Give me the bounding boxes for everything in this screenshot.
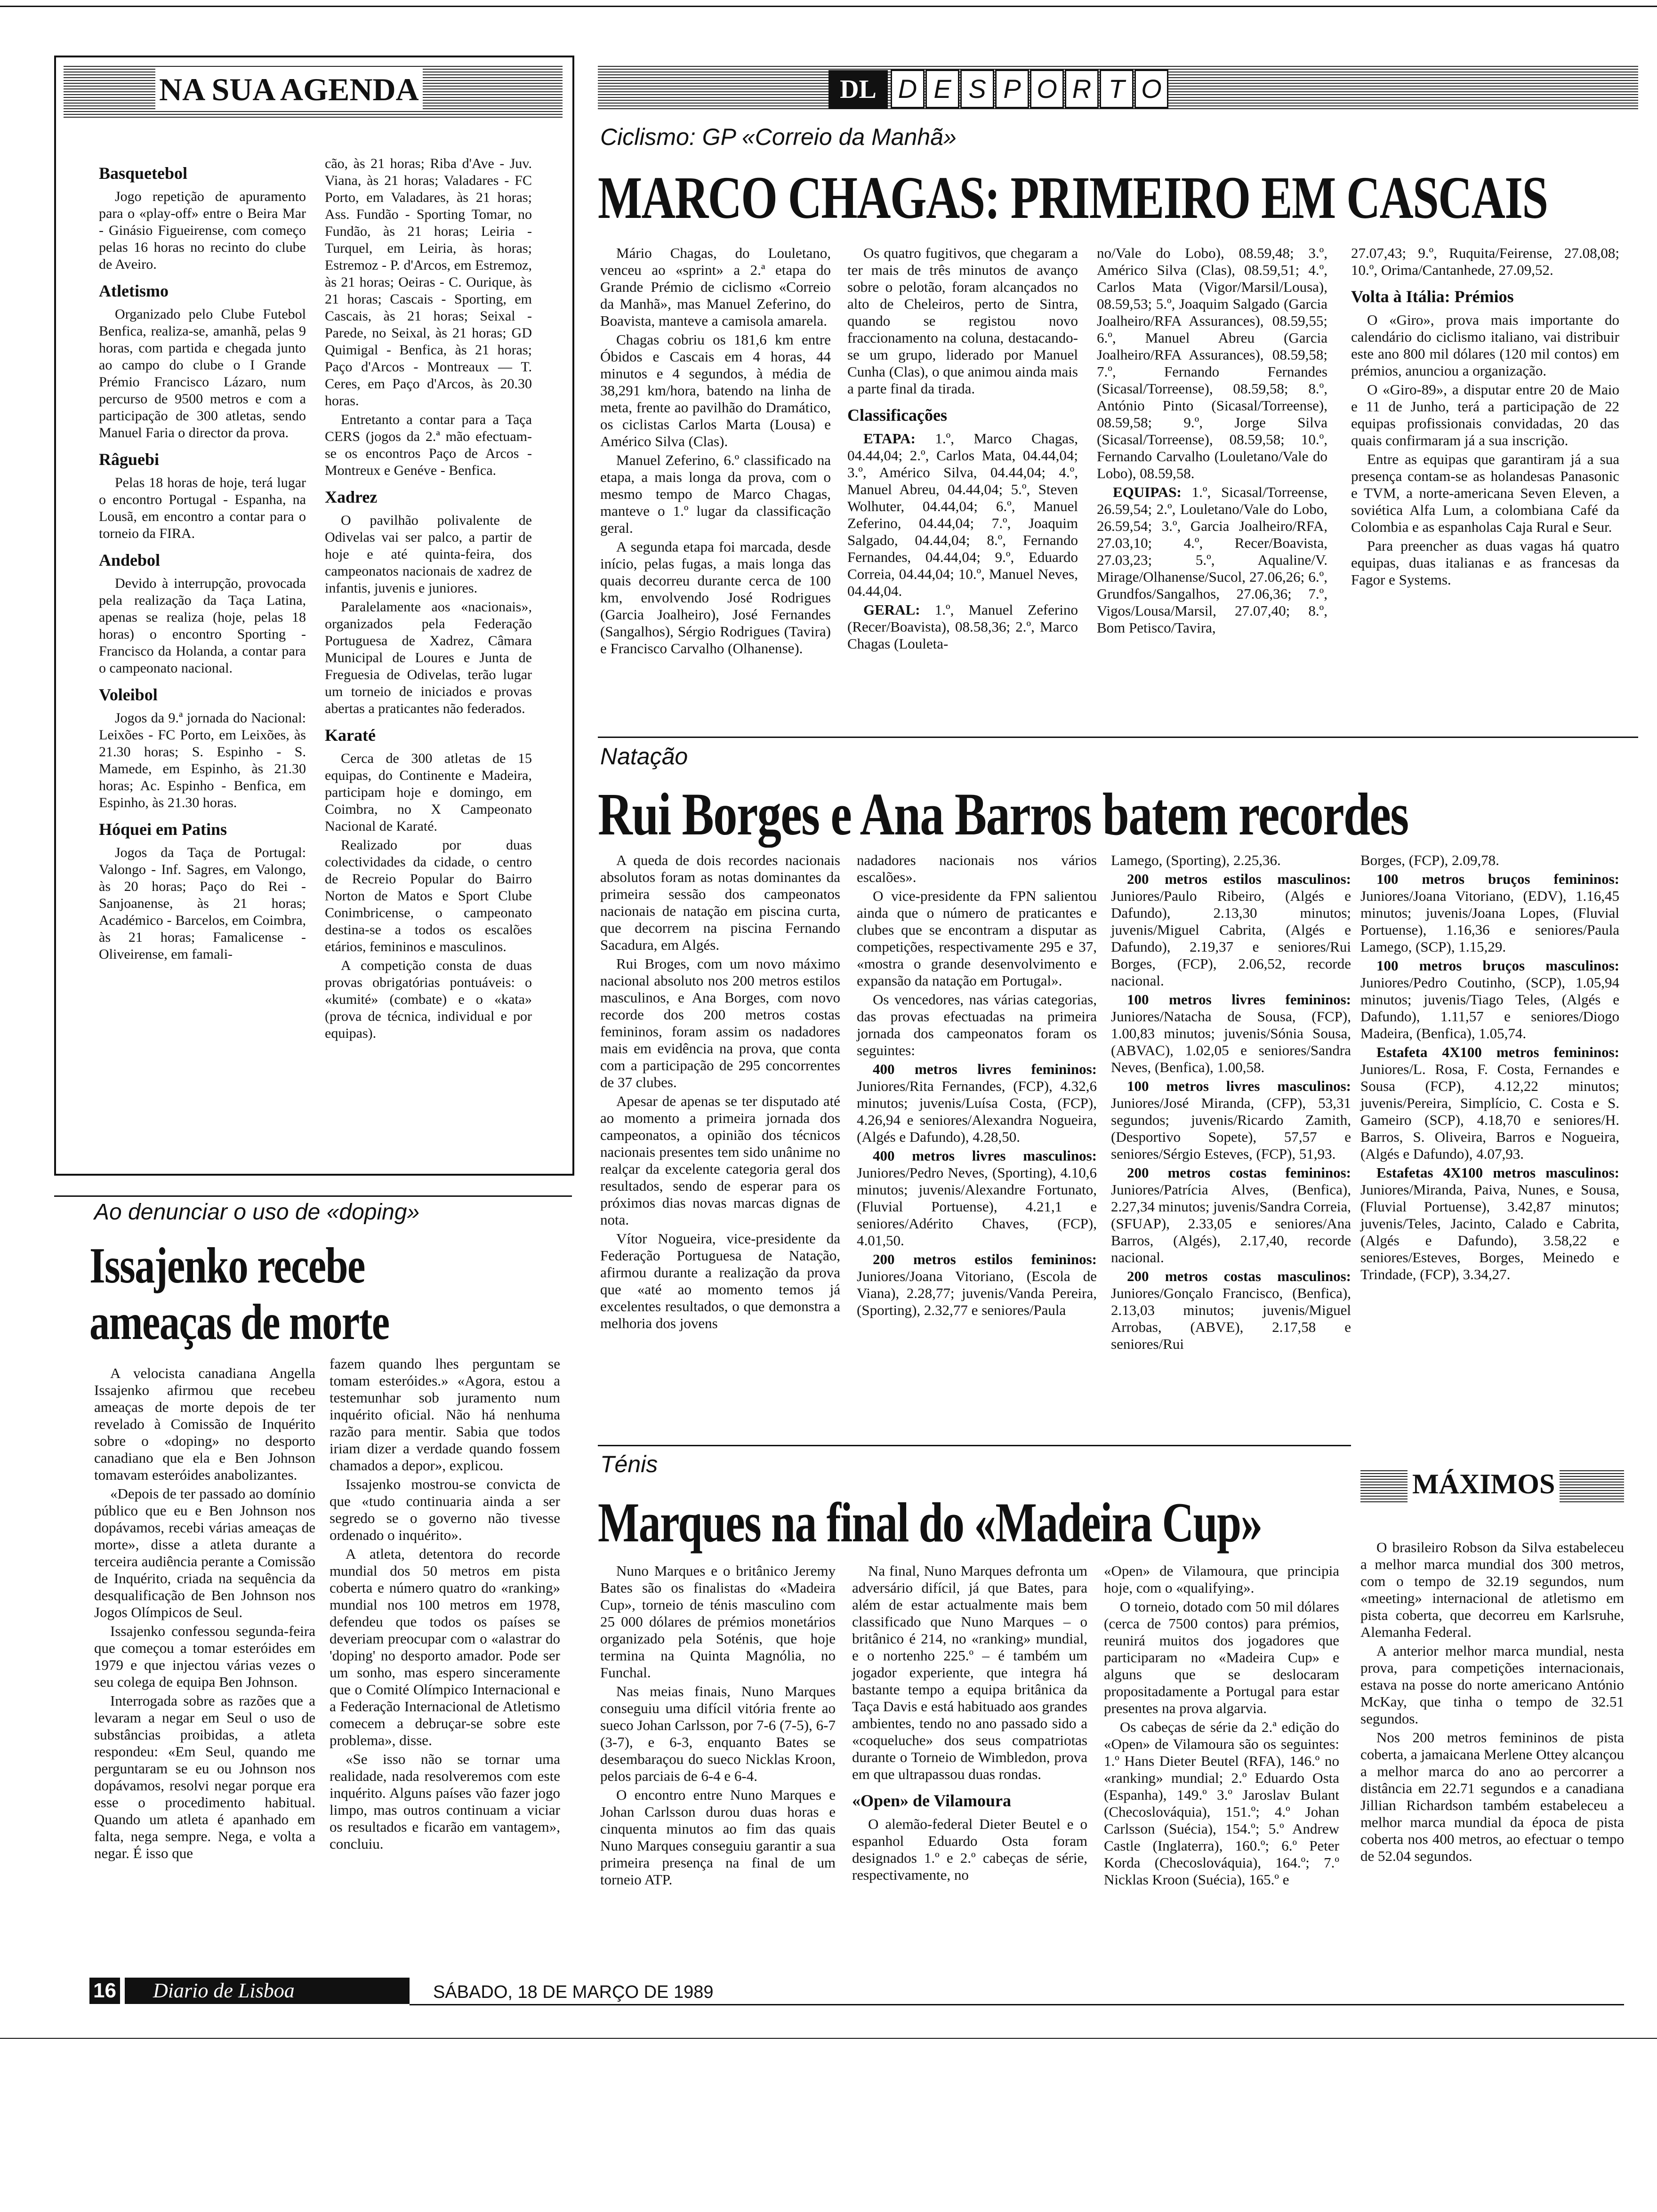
team-results: EQUIPAS: 1.º, Sicasal/Torreense, 26.59,54; 2.º, Louletano/Vale do Lobo, 26.59,54; 3.º, Garcia Joalheiro/RFA, 27.03,10; 4.º, Recer/Boavista, 27.03,23; 5.º, Aqualine/V. Mirage/Olhanense/Sucol, 27.06,26; 6.º, Grundfos/Sangalhos, 27.06,36; 7.º, Vigos/Lousa/Marsil, 27.07,40; 8.º, Bom Petisco/Tavira, — [1097, 484, 1327, 636]
desporto-letter: P — [995, 70, 1029, 108]
tennis-kicker: Ténis — [600, 1451, 658, 1477]
tennis-column-2 — [852, 1563, 1087, 1885]
agenda-column-1 — [99, 155, 306, 965]
maximos-text — [1360, 1539, 1624, 1867]
cycling-column-1 — [600, 245, 831, 659]
paragraph: O «Giro-89», a disputar entre 20 de Maio e 11 de Junho, terá a participação de 22 equipas profissionais convidadas, 20 das quais confirmaram já a sua inscrição. — [1351, 381, 1619, 449]
desporto-letter: E — [925, 70, 959, 108]
paragraph: O pavilhão polivalente de Odivelas vai ser palco, a partir de hoje e até quinta-feira, dos campeonatos nacionais de xadrez de infantis, juvenis e juniores. — [325, 513, 532, 596]
swimming-headline: Rui Borges e Ana Barros batem recordes — [598, 781, 1408, 848]
tennis-headline: Marques na final do «Madeira Cup» — [598, 1491, 1262, 1554]
paragraph: Apesar de apenas se ter disputado até ao momento a primeira jornada dos campeonatos, a opinião dos técnicos nacionais presentes tem sido unânime no realçar da excelente categoria geral dos resultados, sendo de esperar para os próximos dias novas marcas dignas de nota. — [600, 1093, 840, 1228]
agenda-column-2 — [325, 155, 532, 1044]
doping-rule — [54, 1195, 572, 1197]
paragraph: 27.07,43; 9.º, Ruquita/Feirense, 27.08,08; 10.º, Orima/Cantanhede, 27.09,52. — [1351, 245, 1619, 278]
paragraph: Paralelamente aos «nacionais», organizados pela Federação Portuguesa de Xadrez, Câmara Municipal de Loures e Junta de Freguesia de Odivelas, terão lugar um torneio de iniciados e provas abertas a praticantes não federados. — [325, 599, 532, 716]
paragraph: Mário Chagas, do Louletano, venceu ao «sprint» a 2.ª etapa do Grande Prémio de ciclismo «Correio da Manhã», mas Manuel Zeferino, do Boavista, manteve a camisola amarela. — [600, 245, 831, 329]
paragraph: fazem quando lhes perguntam se tomam esteróides.» «Agora, estou a testemunhar sob juramento num inquérito oficial. Não há nenhuma razão para mentir. Sabia que todos iriam dizer a verdade quando fossem chamados a depor», explicou. — [330, 1355, 560, 1474]
paragraph: no/Vale do Lobo), 08.59,48; 3.º, Américo Silva (Clas), 08.59,51; 4.º, Carlos Mata (Vigor/Marsil/Lousa), 08.59,53; 5.º, Joaquim Salgado (Garcia Joalheiro/RFA Assurances), 08.59,55; 6.º, Manuel Abreu (Garcia Joalheiro/RFA Assurances), 08.59,58; 7.º, Fernando Fernandes (Sicasal/Torreense), 08.59,58; 8.º, António Pinto (Sicasal/Torreense), 08.59,58; 9.º, Jorge Silva (Sicasal/Torreense), 08.59,58; 10.º, Fernando Carvalho (Louletano/Vale do Lobo), 08.59,58. — [1097, 245, 1327, 481]
paragraph: O brasileiro Robson da Silva estabeleceu a melhor marca mundial dos 300 metros, com o tempo de 32.19 segundos, num «meeting» internacional de atletismo em pista coberta, que decorreu em Karlsruhe, Alemanha Federal. — [1360, 1539, 1624, 1640]
paragraph: O alemão-federal Dieter Beutel e o espanhol Eduardo Osta foram designados 1.º e 2.º cabeças de série, respectivamente, no — [852, 1816, 1087, 1883]
cycling-headline: MARCO CHAGAS: PRIMEIRO EM CASCAIS — [598, 164, 1548, 231]
cycling-column-4 — [1351, 245, 1619, 590]
paragraph: 100 metros bruços masculinos: Juniores/Pedro Coutinho, (SCP), 1.05,94 minutos; juvenis/Tiago Teles, (Algés e Dafundo), 1.11,57 e seniores/Diogo Madeira, (Benfica), 1.05,74. — [1360, 957, 1619, 1042]
paragraph: Nos 200 metros femininos de pista coberta, a jamaicana Merlene Ottey alcançou a melhor marca do ano ao percorrer a distância em 22.71 segundos e a canadiana Jillian Richardson também estabeleceu a melhor marca mundial da época de pista coberta nos 400 metros, ao efectuar o tempo de 52.04 segundos. — [1360, 1729, 1624, 1864]
desporto-letter: O — [1030, 70, 1064, 108]
desporto-letters — [891, 74, 1169, 104]
paragraph: Devido à interrupção, provocada pela realização da Taça Latina, apenas se realiza (hoje, pelas 18 horas) o encontro Sporting - Francisco da Holanda, a contar para o campeonato nacional. — [99, 576, 306, 676]
paragraph: 100 metros livres masculinos: Juniores/José Miranda, (CFP), 53,31 segundos; juvenis/Ricardo Zamith, (Desportivo Sopete), 57,57 e seniores/Sérgio Esteves, (FCP), 51,93. — [1111, 1078, 1351, 1162]
paragraph: 100 metros livres femininos: Juniores/Natacha de Sousa, (FCP), 1.00,83 minutos; juvenis/Sónia Sousa, (ABVAC), 1.02,05 e seniores/Sandra Neves, (Benfica), 1.00,58. — [1111, 991, 1351, 1075]
paragraph: Estafetas 4X100 metros masculinos: Juniores/Miranda, Paiva, Nunes, e Sousa, (Fluvial Portuense), 3.42,87 minutos; juvenis/Teles, Jacinto, Calado e Cabrita, (Algés e Dafundo), 3.58,22 e seniores/Esteves, Borges, Meinedo e Trindade, (FCP), 3.34,27. — [1360, 1164, 1619, 1282]
paragraph: 400 metros livres femininos: Juniores/Rita Fernandes, (FCP), 4.32,6 minutos; juvenis/Luísa Costa, (FCP), 4.26,94 e seniores/Alexandra Nogueira, (Algés e Dafundo), 4.28,50. — [857, 1061, 1097, 1145]
agenda-section-heading: Basquetebol — [99, 164, 188, 183]
tennis-column-1 — [600, 1563, 836, 1890]
paragraph: Jogos da 9.ª jornada do Nacional: Leixões - FC Porto, em Leixões, às 21.30 horas; S. Espinho - S. Mamede, em Espinho, às 21.30 horas; Ac. Espinho - Benfica, em Espinho, às 21.30 horas. — [99, 710, 306, 810]
agenda-section-heading: Xadrez — [325, 488, 378, 506]
paragraph: cão, às 21 horas; Riba d'Ave - Juv. Viana, às 21 horas; Valadares - FC Porto, em Valadares, às 21 horas; Ass. Fundão - Sporting Tomar, no Fundão, às 21 horas; Leiria - Turquel, em Leiria, às horas; Estremoz - P. d'Arcos, em Estremoz, às 21 horas; Oeiras - C. Ourique, às 21 horas; Cascais - Sporting, em Cascais, às 21 horas; Seixal - Parede, no Seixal, às 21 horas; GD Quimigal - Benfica, às 21 horas; Paço d'Arcos - Montreaux — T. Ceres, em Paço d'Arcos, às 20.30 horas. — [325, 156, 532, 409]
paragraph: Entre as equipas que garantiram já a sua presença contam-se as holandesas Panasonic e TVM, a norte-americana Seven Eleven, a soviética Alfa Lum, a colombiana Café da Colombia e as espanholas Caja Rural e Seur. — [1351, 451, 1619, 535]
agenda-title: NA SUA AGENDA — [155, 68, 423, 111]
doping-column-1 — [94, 1365, 315, 1864]
maximos-title: MÁXIMOS — [1408, 1463, 1560, 1505]
paragraph: Os vencedores, nas várias categorias, das provas efectuadas na primeira jornada dos campeonatos foram os seguintes: — [857, 991, 1097, 1058]
paragraph: Interrogada sobre as razões que a levaram a negar em Seul o uso de substâncias proibidas, a atleta respondeu: «Em Seul, quando me perguntaram se eu ou Johnson nos dopávamos, resolvi negar porque era esse o procedimento habitual. Quando um atleta é apanhado em falta, nega sempre. Nega, e volta a negar. É isso que — [94, 1692, 315, 1861]
paragraph: Nas meias finais, Nuno Marques conseguiu uma difícil vitória frente ao sueco Johan Carlsson, por 7-6 (7-5), 6-7 (3-7), e 6-3, enquanto Bates se desembaraçou do sueco Nicklas Kroon, pelos parciais de 6-4 e 6-4. — [600, 1683, 836, 1784]
desporto-letter: S — [960, 70, 994, 108]
tennis-rule — [598, 1445, 1351, 1446]
paragraph: «Depois de ter passado ao domínio público que eu e Ben Johnson nos dopávamos, recebi várias ameaças de morte», disse a atleta durante a terceira audiência perante a Comissão de Inquérito, criada na sequência da desqualificação de Ben Johnson nos Jogos Olímpicos de Seul. — [94, 1485, 315, 1620]
paragraph: Os quatro fugitivos, que chegaram a ter mais de três minutos de avanço sobre o pelotão, foram alcançados no alto de Cheleiros, perto de Sintra, quando se registou novo fraccionamento na coluna, destacando-se um grupo, liderado por Manuel Cunha (Clas), o que animou ainda mais a parte final da tirada. — [847, 245, 1078, 397]
paragraph: Vítor Nogueira, vice-presidente da Federação Portuguesa de Natação, afirmou durante a realização da prova que «até ao momento temos já excelentes resultados, o que demonstra a melhoria dos jovens — [600, 1230, 840, 1331]
paragraph: Issajenko mostrou-se convicta de que «tudo continuaria ainda a ser segredo se o governo não tivesse ordenado o inquérito». — [330, 1476, 560, 1543]
swimming-column-3 — [1111, 852, 1351, 1354]
swimming-column-4 — [1360, 852, 1619, 1285]
classifications-heading: Classificações — [847, 406, 947, 425]
open-vilamoura-heading: «Open» de Vilamoura — [852, 1791, 1012, 1810]
paragraph: Entretanto a contar para a Taça CERS (jogos da 2.ª mão efectuam-se os encontros Paço de Arcos - Montreux e Genéve - Benfica. — [325, 412, 532, 478]
desporto-letter: D — [891, 70, 925, 108]
paragraph: 200 metros costas femininos: Juniores/Patrícia Alves, (Benfica), 2.27,34 minutos; juvenis/Sandra Correia, (SFUAP), 2.33,05 e seniores/Ana Barros, (Algés), 2.17,40, recorde nacional. — [1111, 1164, 1351, 1266]
paragraph: Lamego, (Sporting), 2.25,36. — [1111, 852, 1281, 868]
paragraph: Borges, (FCP), 2.09,78. — [1360, 852, 1499, 868]
paragraph: «Open» de Vilamoura, que principia hoje, com o «qualifying». — [1104, 1563, 1339, 1596]
paragraph: Jogo repetição de apuramento para o «play-off» entre o Beira Mar - Ginásio Figueirense, com começo pelas 16 horas no recinto do clube de Aveiro. — [99, 189, 306, 272]
issue-date: SÁBADO, 18 DE MARÇO DE 1989 — [433, 1982, 714, 2002]
newspaper-name: Diario de Lisboa — [125, 1978, 410, 2004]
cycling-column-2 — [847, 245, 1078, 654]
paragraph: Issajenko confessou segunda-feira que começou a tomar esteróides em 1979 e que injectou várias vezes o seu colega de equipa Ben Johnson. — [94, 1623, 315, 1690]
agenda-section-heading: Voleibol — [99, 685, 158, 704]
paragraph: O encontro entre Nuno Marques e Johan Carlsson durou duas horas e cinquenta minutos ao fim das quais Nuno Marques conseguiu garantir a sua primeira presença na final de um torneio ATP. — [600, 1787, 836, 1888]
paragraph: «Se isso não se tornar uma realidade, nada resolveremos com este inquérito. Alguns países vão fazer jogo limpo, mas outros continuam a viciar os resultados e ficarão em vantagem», concluiu. — [330, 1751, 560, 1852]
doping-kicker: Ao denunciar o uso de «doping» — [94, 1200, 420, 1225]
paragraph: Organizado pelo Clube Futebol Benfica, realiza-se, amanhã, pelas 9 horas, com partida e chegada junto ao campo do clube o I Grande Prémio Francisco Lázaro, num percurso de 9500 metros e com a participação de 300 atletas, sendo Manuel Faria o director da prova. — [99, 306, 306, 441]
swimming-kicker: Natação — [600, 743, 688, 769]
footer-rule — [410, 2004, 1624, 2005]
swimming-column-1 — [600, 852, 840, 1334]
paragraph: A competição consta de duas provas obrigatórias pontuáveis: o «kumité» (combate) e o «kata» (prova de técnica, individual e por equipas). — [325, 958, 532, 1041]
paragraph: nadadores nacionais nos vários escalões». — [857, 852, 1097, 885]
agenda-section-heading: Râguebi — [99, 450, 160, 469]
paragraph: Chagas cobriu os 181,6 km entre Óbidos e Cascais em 4 horas, 44 minutos e 4 segundos, à média de 38,291 km/hora, batendo na linha de meta, frente ao pavilhão do Dramático, os ciclistas Carlos Marta (Lousa) e Américo Silva (Clas). — [600, 331, 831, 449]
paragraph: A queda de dois recordes nacionais absolutos foram as notas dominantes da primeira sessão dos campeonatos nacionais de natação em piscina curta, que decorrem na piscina Fernando Sacadura, em Algés. — [600, 852, 840, 953]
paragraph: O vice-presidente da FPN salientou ainda que o número de praticantes e clubes que se encontram a disputar as competições, respectivamente 295 e 37, «mostra o grande desenvolvimento e expansão da natação em Portugal». — [857, 888, 1097, 989]
paragraph: O «Giro», prova mais importante do calendário do ciclismo italiano, vai distribuir este ano 800 mil dólares (120 mil contos) em prémios, anunciou a organização. — [1351, 312, 1619, 379]
paragraph: Jogos da Taça de Portugal: Valongo - Inf. Sagres, em Valongo, às 20 horas; Paço do Rei - Sanjoanense, às 21 horas; Académico - Barcelos, em Coimbra, às 21 horas; Famalicense - Oliveirense, em famali- — [99, 845, 306, 962]
paragraph: 100 metros bruços femininos: Juniores/Joana Vitoriano, (EDV), 1.16,45 minutos; juvenis/Joana Lopes, (Fluvial Portuense), 1.16,36 e seniores/Paula Lamego, (SCP), 1.15,29. — [1360, 871, 1619, 955]
desporto-letter: O — [1134, 70, 1168, 108]
stage-results: ETAPA: 1.º, Marco Chagas, 04.44,04; 2.º, Carlos Mata, 04.44,04; 3.º, Américo Silva, 04.44,04; 4.º, Manuel Abreu, 04.44,04; 5.º, Steven Wolhuter, 04.44,04; 6.º, Manuel Zeferino, 04.44,04; 7.º, Joaquim Salgado, 04.44,04; 8.º, Fernando Fernandes, 04.44,04; 9.º, Eduardo Correia, 04.44,04; 10.º, Manuel Neves, 04.44,04. — [847, 430, 1078, 599]
doping-column-2 — [330, 1355, 560, 1854]
agenda-section-heading: Atletismo — [99, 281, 169, 300]
tennis-column-3 — [1104, 1563, 1339, 1890]
paragraph: Realizado por duas colectividades da cidade, o centro de Recreio Popular do Bairro Norton de Matos e Sport Clube Conimbricense, o campeonato destina-se a todos os escalões etários, femininos e masculinos. — [325, 837, 532, 954]
paragraph: 200 metros estilos masculinos: Juniores/Paulo Ribeiro, (Algés e Dafundo), 2.13,30 minutos; juvenis/Miguel Cabrita, (Algés e Dafundo), 2.19,37 e seniores/Rui Borges, (FCP), 2.06,52, recorde nacional. — [1111, 871, 1351, 989]
paragraph: 200 metros costas masculinos: Juniores/Gonçalo Francisco, (Benfica), 2.13,03 minutos; juvenis/Miguel Arrobas, (ABVE), 2.17,58 e seniores/Rui — [1111, 1268, 1351, 1352]
dl-logo: DL — [828, 70, 888, 109]
paragraph: A velocista canadiana Angella Issajenko afirmou que recebeu ameaças de morte depois de ter revelado à Comissão de Inquérito sobre o «doping» no desporto canadiano que ela e Ben Johnson tomavam esteróides anabolizantes. — [94, 1365, 315, 1483]
agenda-section-heading: Karaté — [325, 726, 376, 745]
paragraph: Manuel Zeferino, 6.º classificado na etapa, a mais longa da prova, com o mesmo tempo de Marco Chagas, manteve o 1.º lugar da classificação geral. — [600, 452, 831, 536]
doping-headline-1: Issajenko recebe — [89, 1238, 365, 1294]
paragraph: 200 metros estilos femininos: Juniores/Joana Vitoriano, (Escola de Viana), 2.28,77; juvenis/Vanda Pereira, (Sporting), 2.32,77 e seniores/Paula — [857, 1251, 1097, 1318]
general-results: GERAL: 1.º, Manuel Zeferino (Recer/Boavista), 08.58,36; 2.º, Marco Chagas (Louleta- — [847, 601, 1078, 652]
paragraph: A segunda etapa foi marcada, desde início, pelas fugas, a mais longa das quais decorreu durante cerca de 100 km, envolvendo José Rodrigues (Garcia Joalheiro), José Fernandes (Sangalhos), Sérgio Rodrigues (Tavira) e Francisco Carvalho (Olhanense). — [600, 538, 831, 657]
paragraph: Pelas 18 horas de hoje, terá lugar o encontro Portugal - Espanha, na Lousã, em encontro a contar para o torneio da FIRA. — [99, 475, 306, 541]
agenda-section-heading: Andebol — [99, 551, 161, 569]
bottom-rule — [0, 2038, 1657, 2039]
doping-headline-2: ameaças de morte — [89, 1294, 389, 1350]
paragraph: Na final, Nuno Marques defronta um adversário difícil, já que Bates, para além de estar actualmente mais bem classificado que Nuno Marques – o britânico é 214, no «ranking» mundial, e o nortenho 225.º – é também um jogador experiente, que integra há bastante tempo a equipa britânica da Taça Davis e está habituado aos grandes ambientes, tendo no ano passado sido a «coqueluche» dos seus compatriotas durante o Torneio de Wimbledon, prova em que ultrapassou duas rondas. — [852, 1563, 1087, 1782]
paragraph: 400 metros livres masculinos: Juniores/Pedro Neves, (Sporting), 4.10,6 minutos; juvenis/Alexandre Fortunato, (Fluvial Portuense), 4.21,1 e seniores/Adérito Chaves, (FCP), 4.01,50. — [857, 1147, 1097, 1249]
paragraph: Nuno Marques e o britânico Jeremy Bates são os finalistas do «Madeira Cup», torneio de ténis masculino com 25 000 dólares de prémios monetários organizado pela Soténis, que hoje termina na Quinta Magnólia, no Funchal. — [600, 1563, 836, 1681]
desporto-letter: R — [1065, 70, 1099, 108]
page-number: 16 — [89, 1978, 120, 2004]
paragraph: Rui Broges, com um novo máximo nacional absoluto nos 200 metros estilos masculinos, e Ana Borges, com novo recorde dos 200 metros costas femininos, foram assim os nadadores mais em evidência na prova, que conta com a participação de 295 concorrentes de 37 clubes. — [600, 955, 840, 1090]
italia-heading: Volta à Itália: Prémios — [1351, 287, 1514, 306]
agenda-section-heading: Hóquei em Patins — [99, 820, 227, 839]
desporto-strip — [828, 70, 1169, 109]
paragraph: Para preencher as duas vagas há quatro equipas, duas italianas e as francesas da Fagor e Systems. — [1351, 537, 1619, 588]
desporto-letter: T — [1100, 70, 1134, 108]
paragraph: O torneio, dotado com 50 mil dólares (cerca de 7500 contos) para prémios, reunirá muitos dos jogadores que participaram no «Madeira Cup» e alguns que se deslocaram propositadamente a Portugal para estar presentes na prova algarvia. — [1104, 1598, 1339, 1716]
cycling-column-3 — [1097, 245, 1327, 638]
swimming-column-2 — [857, 852, 1097, 1321]
paragraph: A atleta, detentora do recorde mundial dos 50 metros em pista coberta e número quatro do «ranking» mundial nos 100 metros em 1978, defendeu que todos os países se deveriam preocupar com o «alastrar do 'doping' no desporto amador. Pode ser um sonho, mas espero sinceramente que o Comité Olímpico Internacional e a Federação Internacional de Atletismo comecem a debruçar-se sobre este problema», disse. — [330, 1546, 560, 1748]
swimming-rule — [598, 737, 1638, 738]
cycling-kicker: Ciclismo: GP «Correio da Manhã» — [600, 124, 957, 150]
paragraph: A anterior melhor marca mundial, nesta prova, para competições internacionais, estava na posse do norte americano António McKay, que tinha o tempo de 32.51 segundos. — [1360, 1643, 1624, 1727]
paragraph: Cerca de 300 atletas de 15 equipas, do Continente e Madeira, participam hoje e domingo, em Coimbra, no X Campeonato Nacional de Karaté. — [325, 751, 532, 834]
paragraph: Estafeta 4X100 metros femininos: Juniores/L. Rosa, F. Costa, Fernandes e Sousa (FCP), 4.12,22 minutos; juvenis/Pereira, Simplício, C. Costa e S. Gameiro (SCP), 4.18,70 e seniores/H. Barros, S. Oliveira, Barros e Nogueira, (Algés e Dafundo), 4.07,93. — [1360, 1044, 1619, 1162]
paragraph: Os cabeças de série da 2.ª edição do «Open» de Vilamoura são os seguintes: 1.º Hans Dieter Beutel (RFA), 146.º no «ranking» mundial; 2.º Eduardo Osta (Espanha), 149.º 3.º Jaroslav Bulant (Checoslováquia), 151.º; 4.º Johan Carlsson (Suécia), 154.º; 5.º Andrew Castle (Inglaterra), 160.º; 6.º Peter Korda (Checoslováquia), 164.º; 7.º Nicklas Kroon (Suécia), 165.º e — [1104, 1719, 1339, 1888]
top-rule — [0, 6, 1657, 7]
